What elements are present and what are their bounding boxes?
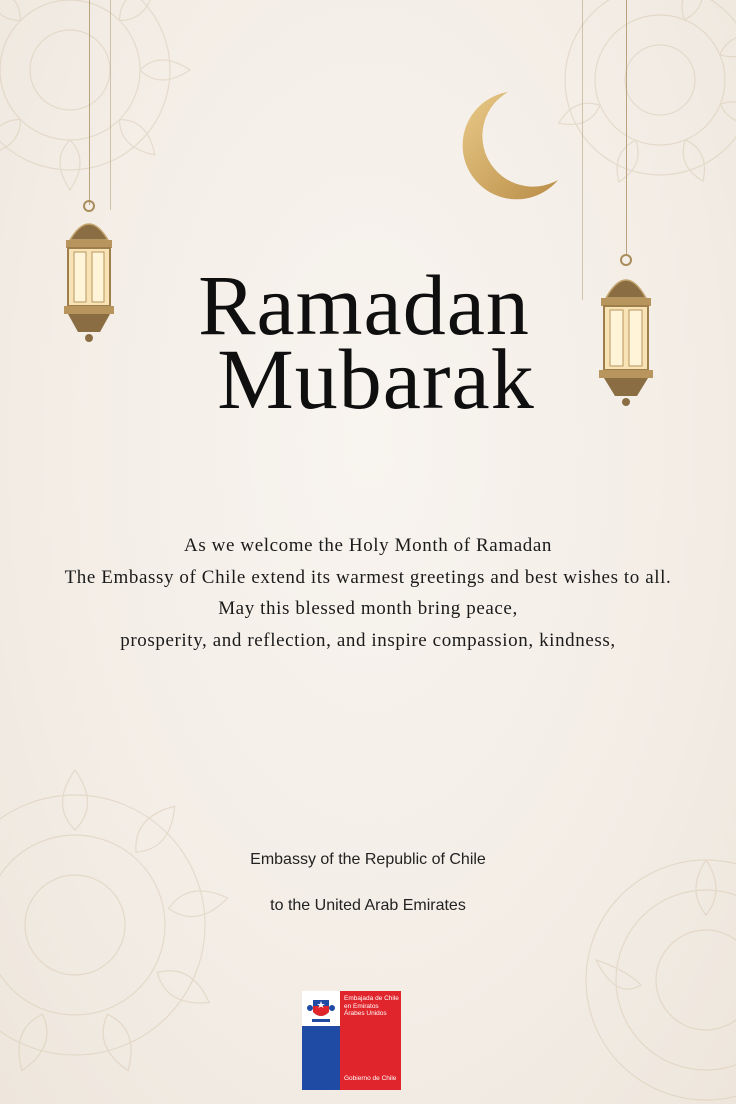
- message-line: As we welcome the Holy Month of Ramadan: [184, 535, 552, 556]
- message-line: May this blessed month bring peace,: [218, 598, 518, 619]
- lantern-string-left-2: [110, 0, 111, 210]
- message-line: prosperity, and reflection, and inspire compassion, kindness,: [120, 629, 616, 651]
- mandala-pattern-top-left: [0, 0, 200, 200]
- crescent-moon-icon: [456, 88, 566, 203]
- lantern-string-left-1: [89, 0, 90, 205]
- lantern-string-right-2: [626, 0, 627, 256]
- embassy-signature: [0, 846, 736, 920]
- page-title-line-1: Ramadan: [198, 257, 530, 353]
- signature-line: Embassy of the Republic of Chile: [250, 851, 486, 868]
- chile-coat-of-arms-icon: [307, 994, 335, 1024]
- mandala-pattern-top-right: [540, 0, 736, 200]
- logo-red-field: [340, 991, 401, 1090]
- greeting-message: [0, 531, 736, 657]
- page-title-line-2: Mubarak: [217, 331, 535, 427]
- logo-text: Embajada de Chile en Emiratos Árabes Unidos: [344, 995, 399, 1017]
- message-line: The Embassy of Chile extend its warmest greetings and best wishes to all.: [64, 566, 672, 588]
- embassy-logo: [302, 991, 401, 1090]
- lantern-string-right-1: [582, 0, 583, 300]
- logo-blue-field: [302, 991, 340, 1090]
- logo-footer: Gobierno de Chile: [344, 1075, 397, 1082]
- mandala-pattern-bottom-left: [0, 760, 240, 1090]
- signature-line: to the United Arab Emirates: [270, 897, 466, 914]
